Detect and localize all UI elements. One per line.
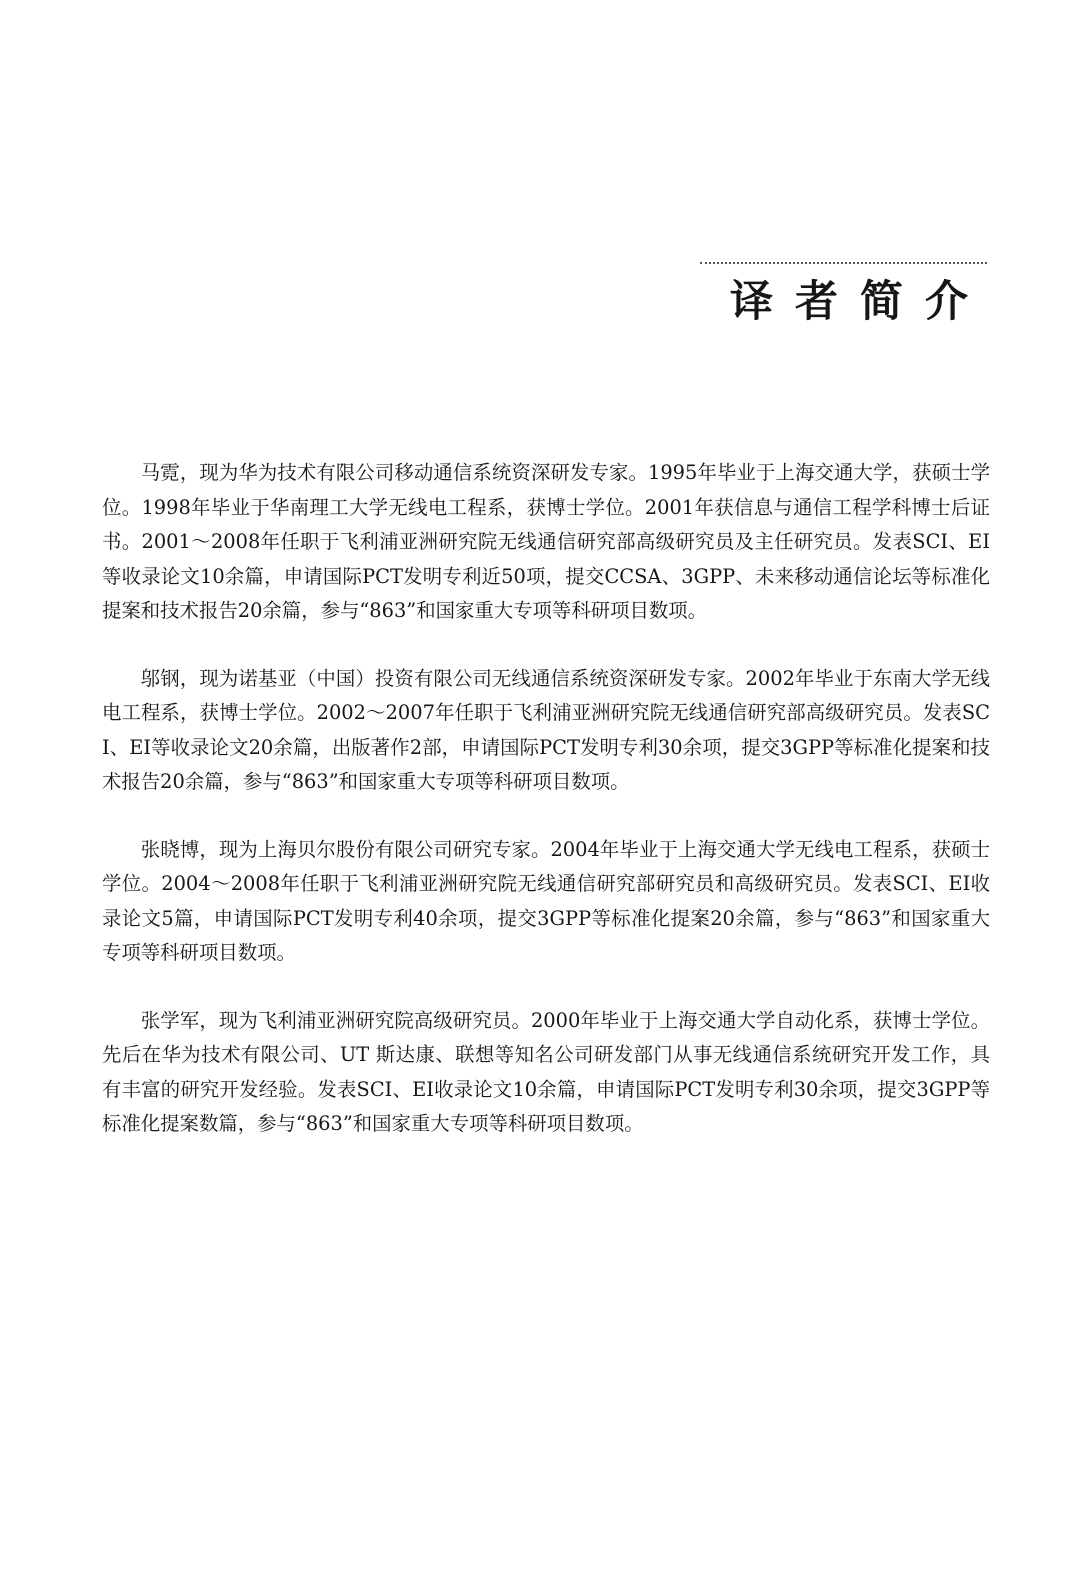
bio-paragraph-zhang-xiaobo: 张晓博，现为上海贝尔股份有限公司研究专家。2004年毕业于上海交通大学无线电工程系，获硕士学位。2004～2008年任职于飞利浦亚洲研究院无线通信研究部研究员和高级研究员。发表SCI、EI收录论文5篇，申请国际PCT发明专利40余项，提交3GPP等标准化提案20余篇，参与“863”和国家重大专项等科研项目数项。 — [102, 837, 990, 964]
title-dotted-rule — [700, 262, 987, 264]
bio-paragraph-zhang-xuejun: 张学军，现为飞利浦亚洲研究院高级研究员。2000年毕业于上海交通大学自动化系，获博士学位。先后在华为技术有限公司、UT 斯达康、联想等知名公司研发部门从事无线通信系统研究开发工作，具有丰富的研究开发经验。发表SCI、EI收录论文10余篇，申请国际PCT发明专利30余项，提交3GPP等标准化提案数篇，参与“863”和国家重大专项等科研项目数项。 — [102, 1008, 990, 1135]
bio-paragraph-wu-gang: 邬钢，现为诺基亚（中国）投资有限公司无线通信系统资深研发专家。2002年毕业于东南大学无线电工程系，获博士学位。2002～2007年任职于飞利浦亚洲研究院无线通信研究部高级研究员。发表SCI、EI等收录论文20余篇，出版著作2部，申请国际PCT发明专利30余项，提交3GPP等标准化提案和技术报告20余篇，参与“863”和国家重大专项等科研项目数项。 — [102, 666, 990, 793]
bio-paragraph-ma-ni: 马霓，现为华为技术有限公司移动通信系统资深研发专家。1995年毕业于上海交通大学，获硕士学位。1998年毕业于华南理工大学无线电工程系，获博士学位。2001年获信息与通信工程学科博士后证书。2001～2008年任职于飞利浦亚洲研究院无线通信研究部高级研究员及主任研究员。发表SCI、EI等收录论文10余篇，申请国际PCT发明专利近50项，提交CCSA、3GPP、未来移动通信论坛等标准化提案和技术报告20余篇，参与“863”和国家重大专项等科研项目数项。 — [102, 461, 990, 622]
page-title: 译者简介 — [730, 277, 990, 327]
translator-bios — [102, 456, 990, 1175]
